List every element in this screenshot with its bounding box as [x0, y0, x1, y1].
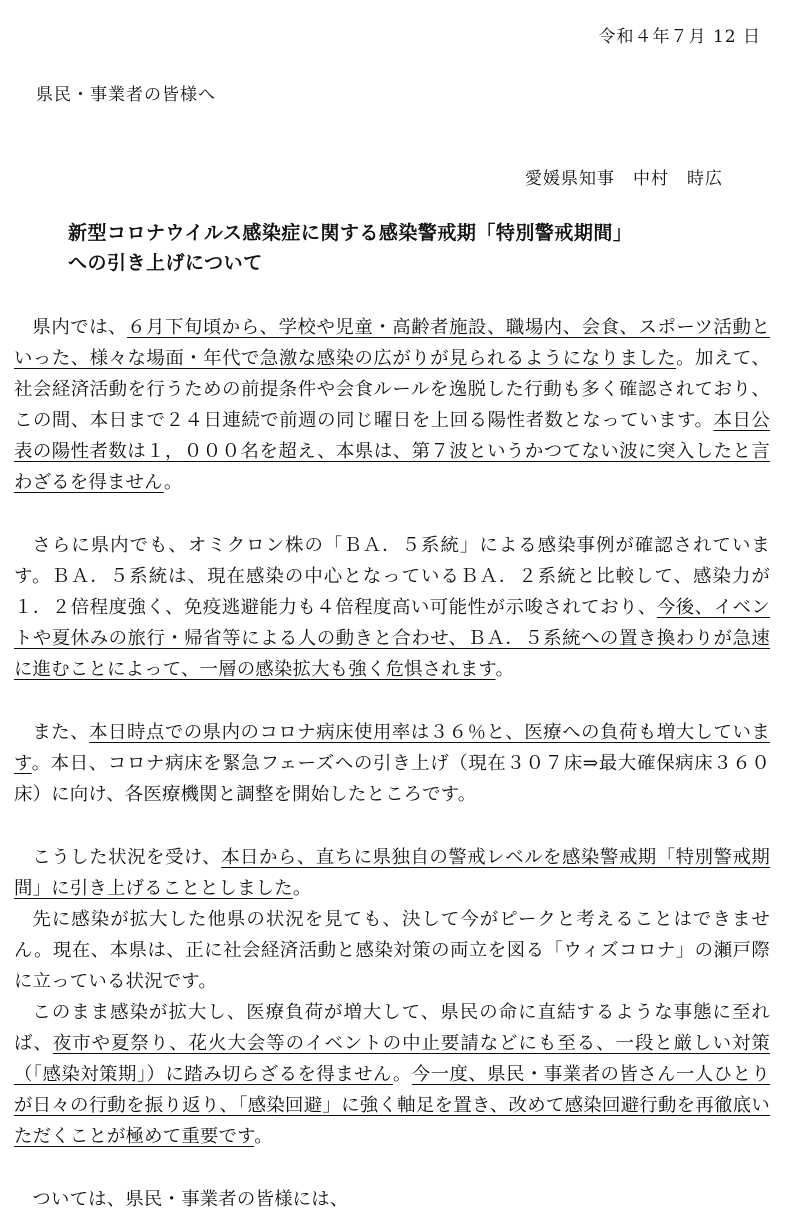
underlined-text: 本日から、直ちに県独自の警戒レベルを感染警戒期「特別警戒期間」に引き上げることとしました [14, 847, 770, 899]
sender: 愛媛県知事 中村 時広 [525, 169, 723, 189]
paragraph [14, 717, 770, 810]
closing-line: ついては、県民・事業者の皆様には、 [32, 1189, 349, 1210]
text-segment: 県内では、 [32, 317, 128, 338]
underlined-text: ６月下旬頃から、学校や児童・高齢者施設、職場内、会食、スポーツ活動といった、様々な場面・年代で急激な感染の広がりが見られるようになりました [14, 317, 770, 369]
paragraph [14, 904, 770, 997]
document-title [68, 218, 758, 278]
text-segment: 。 [292, 878, 312, 899]
text-segment: 先に感染が拡大した他県の状況を見ても、決して今がピークと考えることはできません。現在、本県は、正に社会経済活動と感染対策の両立を図る「ウィズコロナ」の瀬戸際に立っている状況です。 [14, 909, 770, 992]
text-segment: 。加えて、社会経済活動を行うための前提条件や会食ルールを逸脱した行動も多く確認されており、この間、本日まで２４日連続で前週の同じ曜日を上回る陽性者数となっています。 [14, 348, 770, 431]
text-segment: こうした状況を受け、 [32, 847, 222, 868]
underlined-text: 本日時点での県内のコロナ病床使用率は３６％と、医療への負荷も増大しています [14, 722, 770, 774]
document-body [14, 312, 770, 1215]
paragraph-gap [14, 810, 770, 842]
paragraph-gap [14, 498, 770, 530]
text-segment: 。 [163, 472, 183, 493]
underlined-text: 夜市や夏祭り、花火大会等のイベントの中止要請などにも至る、一段と厳しい対策（「感染対策期」）に踏み切らざるを得ません [14, 1033, 770, 1085]
title-line: 新型コロナウイルス感染症に関する感染警戒期「特別警戒期間」 [68, 222, 633, 244]
paragraph [14, 997, 770, 1152]
underlined-text: 今後、イベントや夏休みの旅行・帰省等による人の動きと合わせ、ＢＡ．５系統への置き換わりが急速に進むことによって、一層の感染拡大も強く危惧されます [14, 597, 771, 680]
text-segment: 。 [254, 1126, 273, 1147]
paragraph-gap [14, 1152, 770, 1184]
addressee: 県民・事業者の皆様へ [36, 85, 216, 105]
text-segment: また、 [32, 722, 90, 743]
text-segment: 。本日、コロナ病床を緊急フェーズへの引き上げ（現在３０７床⇒最大確保病床３６０床）に向け、各医療機関と調整を開始したところです。 [14, 753, 771, 805]
text-segment: 。 [495, 659, 515, 680]
title-line: への引き上げについて [68, 252, 263, 274]
paragraph [14, 842, 770, 904]
text-segment: このまま感染が拡大し、医療負荷が増大して、県民の命に直結するような事態に至れば、 [14, 1002, 770, 1054]
paragraph-gap [14, 685, 770, 717]
underlined-text: 今一度、県民・事業者の皆さん一人ひとりが日々の行動を振り返り、「感染回避」に強く軸足を置き、改めて感染回避行動を再徹底いただくことが極めて重要です [14, 1064, 770, 1147]
paragraph [14, 530, 770, 685]
text-segment: さらに県内でも、オミクロン株の「ＢＡ．５系統」による感染事例が確認されています。ＢＡ．５系統は、現在感染の中心となっているＢＡ．２系統と比較して、感染力が１．２倍程度強く、免疫逃避能力も４倍程度高い可能性が示唆されており、 [14, 535, 770, 618]
underlined-text: 本日公表の陽性者数は１，０００名を超え、本県は、第７波というかつてない波に突入したと言わざるを得ません [14, 410, 770, 493]
text-segment: 。 [392, 1064, 412, 1085]
document-date: 令和４年７月 12 日 [598, 27, 761, 47]
paragraph [14, 312, 770, 498]
